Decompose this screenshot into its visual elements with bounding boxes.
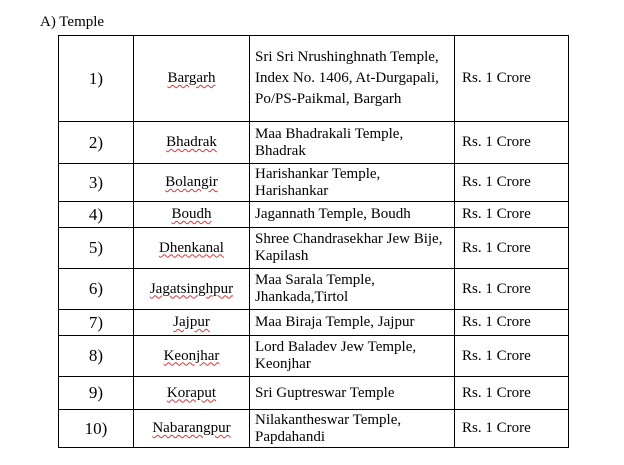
district-name: Bhadrak bbox=[166, 134, 217, 150]
amount: Rs. 1 Crore bbox=[462, 134, 531, 150]
amount-cell bbox=[455, 377, 569, 410]
amount-cell bbox=[455, 122, 569, 164]
table-row bbox=[59, 336, 569, 377]
row-number: 9) bbox=[59, 377, 134, 410]
amount-cell bbox=[455, 336, 569, 377]
district-cell bbox=[134, 269, 250, 310]
temple-table bbox=[58, 35, 569, 448]
amount: Rs. 1 Crore bbox=[462, 174, 531, 190]
table-row bbox=[59, 410, 569, 448]
district-cell bbox=[134, 202, 250, 228]
district-name: Nabarangpur bbox=[152, 420, 231, 436]
district-cell bbox=[134, 310, 250, 336]
row-number: 1) bbox=[59, 36, 134, 122]
table-row bbox=[59, 202, 569, 228]
temple-cell bbox=[250, 164, 455, 202]
amount: Rs. 1 Crore bbox=[462, 206, 531, 222]
amount: Rs. 1 Crore bbox=[462, 239, 531, 256]
amount-cell bbox=[455, 164, 569, 202]
table-row bbox=[59, 310, 569, 336]
table-row bbox=[59, 377, 569, 410]
row-number: 10) bbox=[59, 410, 134, 448]
district-cell bbox=[134, 122, 250, 164]
temple-cell bbox=[250, 310, 455, 336]
row-number: 3) bbox=[59, 164, 134, 202]
table-row bbox=[59, 164, 569, 202]
amount-cell bbox=[455, 410, 569, 448]
district-name: Jagatsinghpur bbox=[149, 280, 234, 297]
district-cell bbox=[134, 228, 250, 269]
district-cell bbox=[134, 164, 250, 202]
temple-name: Nilakantheswar Temple, Papdahandi bbox=[255, 411, 402, 445]
amount: Rs. 1 Crore bbox=[462, 280, 531, 297]
temple-cell bbox=[250, 36, 455, 122]
district-cell bbox=[134, 36, 250, 122]
temple-cell bbox=[250, 269, 455, 310]
section-heading: A) Temple bbox=[40, 14, 105, 30]
row-number: 6) bbox=[59, 269, 134, 310]
amount-cell bbox=[455, 36, 569, 122]
amount-cell bbox=[455, 269, 569, 310]
row-number: 2) bbox=[59, 122, 134, 164]
temple-name: Harishankar Temple, Harishankar bbox=[255, 165, 381, 199]
temple-cell bbox=[250, 202, 455, 228]
amount: Rs. 1 Crore bbox=[462, 70, 531, 86]
district-name: Bolangir bbox=[165, 174, 218, 190]
table-row bbox=[59, 36, 569, 122]
amount-cell bbox=[455, 202, 569, 228]
district-cell bbox=[134, 336, 250, 377]
district-name: Keonjhar bbox=[163, 347, 220, 364]
district-name: Jajpur bbox=[173, 314, 210, 330]
amount: Rs. 1 Crore bbox=[462, 347, 531, 364]
temple-name: Maa Sarala Temple, Jhankada,Tirtol bbox=[255, 272, 375, 305]
temple-cell bbox=[250, 122, 455, 164]
amount: Rs. 1 Crore bbox=[462, 420, 531, 436]
district-cell bbox=[134, 377, 250, 410]
table-row bbox=[59, 122, 569, 164]
temple-cell bbox=[250, 228, 455, 269]
amount: Rs. 1 Crore bbox=[462, 314, 531, 330]
row-number: 5) bbox=[59, 228, 134, 269]
table-row bbox=[59, 228, 569, 269]
row-number: 7) bbox=[59, 310, 134, 336]
district-name: Boudh bbox=[171, 206, 212, 222]
amount-cell bbox=[455, 310, 569, 336]
temple-cell bbox=[250, 377, 455, 410]
temple-name: Lord Baladev Jew Temple, Keonjhar bbox=[255, 339, 417, 372]
district-cell bbox=[134, 410, 250, 448]
district-name: Koraput bbox=[166, 384, 217, 401]
temple-name: Shree Chandrasekhar Jew Bije, Kapilash bbox=[255, 231, 443, 264]
temple-name: Jagannath Temple, Boudh bbox=[255, 206, 411, 222]
district-name: Dhenkanal bbox=[159, 239, 224, 256]
temple-cell bbox=[250, 410, 455, 448]
temple-name: Sri Sri Nrushinghnath Temple, Index No. 1406, At-Durgapali, Po/PS-Paikmal, Bargarh bbox=[255, 49, 439, 107]
table-row bbox=[59, 269, 569, 310]
temple-name: Maa Bhadrakali Temple, Bhadrak bbox=[255, 125, 404, 159]
temple-name: Maa Biraja Temple, Jajpur bbox=[255, 314, 415, 330]
temple-name: Sri Guptreswar Temple bbox=[255, 384, 395, 401]
amount-cell bbox=[455, 228, 569, 269]
row-number: 4) bbox=[59, 202, 134, 228]
amount: Rs. 1 Crore bbox=[462, 384, 531, 401]
temple-cell bbox=[250, 336, 455, 377]
district-name: Bargarh bbox=[167, 70, 216, 86]
row-number: 8) bbox=[59, 336, 134, 377]
